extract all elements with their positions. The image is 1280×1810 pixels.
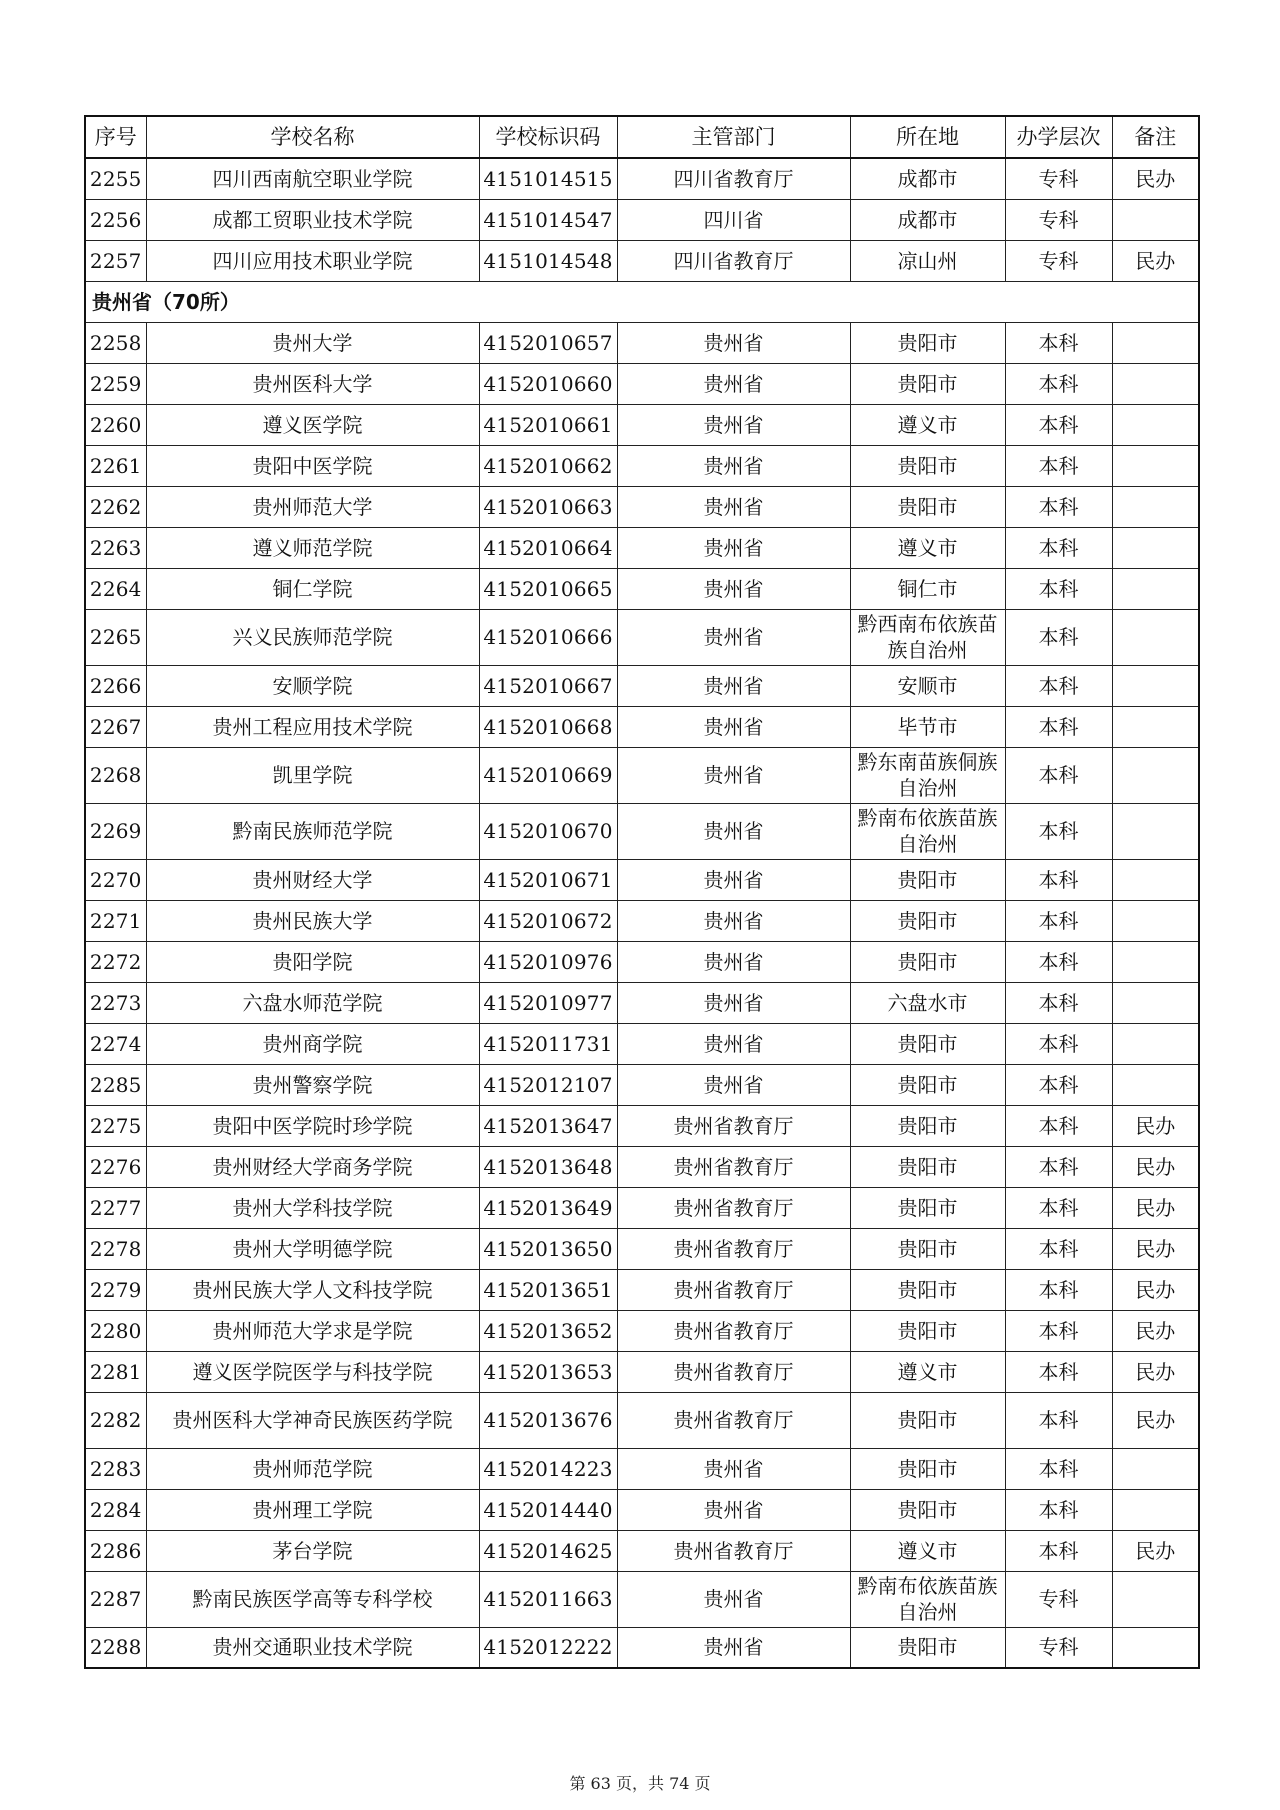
cell-serial: 2269 [85, 803, 146, 859]
cell-location: 毕节市 [850, 706, 1005, 747]
table-row [85, 1187, 1199, 1228]
cell-level: 本科 [1005, 803, 1112, 859]
table-body [85, 158, 1199, 1668]
cell-serial: 2273 [85, 982, 146, 1023]
cell-location: 成都市 [850, 158, 1005, 199]
cell-school-code: 4152010976 [479, 941, 617, 982]
cell-level: 本科 [1005, 445, 1112, 486]
cell-location: 贵阳市 [850, 1489, 1005, 1530]
cell-school-code: 4152010664 [479, 527, 617, 568]
cell-school-name: 贵州民族大学 [146, 900, 479, 941]
cell-note [1112, 445, 1199, 486]
cell-serial: 2280 [85, 1310, 146, 1351]
cell-level: 专科 [1005, 158, 1112, 199]
cell-department: 贵州省教育厅 [617, 1392, 850, 1448]
cell-note: 民办 [1112, 1187, 1199, 1228]
cell-school-code: 4152012222 [479, 1627, 617, 1668]
cell-school-code: 4152010671 [479, 859, 617, 900]
cell-serial: 2287 [85, 1571, 146, 1627]
cell-note [1112, 486, 1199, 527]
cell-school-code: 4151014515 [479, 158, 617, 199]
cell-serial: 2268 [85, 747, 146, 803]
cell-department: 贵州省 [617, 706, 850, 747]
cell-level: 专科 [1005, 199, 1112, 240]
cell-school-name: 贵州师范学院 [146, 1448, 479, 1489]
cell-level: 本科 [1005, 404, 1112, 445]
cell-serial: 2266 [85, 665, 146, 706]
table-row [85, 859, 1199, 900]
cell-location: 黔南布依族苗族自治州 [850, 1571, 1005, 1627]
school-list-table [84, 115, 1200, 1669]
cell-school-name: 贵州理工学院 [146, 1489, 479, 1530]
table-row [85, 404, 1199, 445]
cell-serial: 2275 [85, 1105, 146, 1146]
table-row [85, 900, 1199, 941]
cell-level: 本科 [1005, 1310, 1112, 1351]
cell-school-name: 安顺学院 [146, 665, 479, 706]
cell-note [1112, 1489, 1199, 1530]
cell-school-code: 4152010667 [479, 665, 617, 706]
cell-level: 专科 [1005, 1571, 1112, 1627]
cell-location: 贵阳市 [850, 1105, 1005, 1146]
cell-note [1112, 363, 1199, 404]
cell-department: 贵州省教育厅 [617, 1105, 850, 1146]
cell-note [1112, 1448, 1199, 1489]
cell-serial: 2265 [85, 609, 146, 665]
cell-level: 专科 [1005, 240, 1112, 281]
cell-location: 贵阳市 [850, 1187, 1005, 1228]
cell-level: 本科 [1005, 1228, 1112, 1269]
cell-level: 本科 [1005, 527, 1112, 568]
cell-note [1112, 747, 1199, 803]
cell-level: 本科 [1005, 900, 1112, 941]
cell-serial: 2277 [85, 1187, 146, 1228]
cell-serial: 2279 [85, 1269, 146, 1310]
cell-school-name: 遵义医学院 [146, 404, 479, 445]
table-row [85, 1228, 1199, 1269]
cell-level: 本科 [1005, 609, 1112, 665]
cell-location: 铜仁市 [850, 568, 1005, 609]
table-row [85, 158, 1199, 199]
cell-school-code: 4152010666 [479, 609, 617, 665]
cell-department: 贵州省教育厅 [617, 1269, 850, 1310]
cell-level: 本科 [1005, 859, 1112, 900]
cell-serial: 2255 [85, 158, 146, 199]
cell-location: 贵阳市 [850, 1310, 1005, 1351]
cell-department: 贵州省 [617, 527, 850, 568]
cell-school-code: 4152013648 [479, 1146, 617, 1187]
cell-location: 贵阳市 [850, 941, 1005, 982]
cell-level: 本科 [1005, 1023, 1112, 1064]
cell-school-code: 4152014625 [479, 1530, 617, 1571]
cell-department: 贵州省 [617, 803, 850, 859]
cell-school-code: 4152011663 [479, 1571, 617, 1627]
cell-note [1112, 527, 1199, 568]
cell-school-code: 4152010661 [479, 404, 617, 445]
table-row [85, 1023, 1199, 1064]
cell-school-code: 4152013651 [479, 1269, 617, 1310]
header-school-code: 学校标识码 [479, 116, 617, 158]
cell-school-code: 4152010665 [479, 568, 617, 609]
cell-department: 贵州省教育厅 [617, 1146, 850, 1187]
cell-department: 贵州省 [617, 747, 850, 803]
cell-school-name: 贵州医科大学 [146, 363, 479, 404]
cell-serial: 2264 [85, 568, 146, 609]
cell-serial: 2262 [85, 486, 146, 527]
cell-note [1112, 941, 1199, 982]
cell-level: 本科 [1005, 1064, 1112, 1105]
cell-note [1112, 199, 1199, 240]
cell-level: 专科 [1005, 1627, 1112, 1668]
cell-school-name: 贵州大学明德学院 [146, 1228, 479, 1269]
cell-note [1112, 609, 1199, 665]
cell-department: 贵州省 [617, 1571, 850, 1627]
cell-note [1112, 1064, 1199, 1105]
cell-school-name: 凯里学院 [146, 747, 479, 803]
table-row [85, 1146, 1199, 1187]
header-serial: 序号 [85, 116, 146, 158]
cell-school-code: 4152014440 [479, 1489, 617, 1530]
cell-school-code: 4152010663 [479, 486, 617, 527]
cell-note: 民办 [1112, 1269, 1199, 1310]
cell-school-name: 贵州财经大学 [146, 859, 479, 900]
cell-school-code: 4152010662 [479, 445, 617, 486]
cell-level: 本科 [1005, 568, 1112, 609]
cell-level: 本科 [1005, 1146, 1112, 1187]
cell-note: 民办 [1112, 1351, 1199, 1392]
cell-location: 凉山州 [850, 240, 1005, 281]
cell-department: 贵州省 [617, 900, 850, 941]
cell-school-name: 贵阳中医学院时珍学院 [146, 1105, 479, 1146]
cell-school-name: 兴义民族师范学院 [146, 609, 479, 665]
cell-department: 贵州省 [617, 1448, 850, 1489]
cell-serial: 2263 [85, 527, 146, 568]
cell-location: 黔东南苗族侗族自治州 [850, 747, 1005, 803]
cell-department: 贵州省 [617, 982, 850, 1023]
table-header [85, 116, 1199, 158]
header-location: 所在地 [850, 116, 1005, 158]
cell-level: 本科 [1005, 1392, 1112, 1448]
cell-school-name: 贵阳学院 [146, 941, 479, 982]
cell-school-name: 贵州警察学院 [146, 1064, 479, 1105]
cell-department: 贵州省 [617, 665, 850, 706]
cell-location: 安顺市 [850, 665, 1005, 706]
cell-school-name: 贵州大学科技学院 [146, 1187, 479, 1228]
cell-note [1112, 322, 1199, 363]
table-row [85, 445, 1199, 486]
cell-location: 贵阳市 [850, 363, 1005, 404]
cell-serial: 2271 [85, 900, 146, 941]
province-section-title: 贵州省（70所） [85, 281, 1199, 322]
cell-department: 贵州省 [617, 1489, 850, 1530]
cell-department: 贵州省教育厅 [617, 1228, 850, 1269]
cell-school-name: 贵州医科大学神奇民族医药学院 [146, 1392, 479, 1448]
table-row [85, 706, 1199, 747]
cell-school-name: 遵义医学院医学与科技学院 [146, 1351, 479, 1392]
cell-location: 贵阳市 [850, 486, 1005, 527]
cell-school-code: 4152010657 [479, 322, 617, 363]
cell-location: 贵阳市 [850, 859, 1005, 900]
cell-department: 贵州省 [617, 445, 850, 486]
table-row [85, 1310, 1199, 1351]
cell-school-code: 4152013650 [479, 1228, 617, 1269]
cell-school-name: 四川应用技术职业学院 [146, 240, 479, 281]
cell-serial: 2278 [85, 1228, 146, 1269]
page-footer: 第 63 页，共 74 页 [569, 1774, 711, 1793]
cell-serial: 2281 [85, 1351, 146, 1392]
header-department: 主管部门 [617, 116, 850, 158]
cell-note: 民办 [1112, 1530, 1199, 1571]
cell-location: 遵义市 [850, 527, 1005, 568]
table-row [85, 665, 1199, 706]
cell-school-code: 4152013653 [479, 1351, 617, 1392]
cell-department: 贵州省教育厅 [617, 1310, 850, 1351]
cell-note [1112, 665, 1199, 706]
cell-location: 六盘水市 [850, 982, 1005, 1023]
cell-school-code: 4152010977 [479, 982, 617, 1023]
cell-department: 四川省教育厅 [617, 240, 850, 281]
cell-note [1112, 1571, 1199, 1627]
table-row [85, 1571, 1199, 1627]
table-row [85, 1448, 1199, 1489]
cell-school-code: 4152010669 [479, 747, 617, 803]
cell-school-name: 贵州交通职业技术学院 [146, 1627, 479, 1668]
cell-level: 本科 [1005, 1187, 1112, 1228]
cell-location: 贵阳市 [850, 1023, 1005, 1064]
cell-level: 本科 [1005, 706, 1112, 747]
cell-location: 贵阳市 [850, 1627, 1005, 1668]
table-row [85, 486, 1199, 527]
cell-serial: 2283 [85, 1448, 146, 1489]
cell-serial: 2270 [85, 859, 146, 900]
table-row [85, 322, 1199, 363]
cell-note: 民办 [1112, 1392, 1199, 1448]
cell-location: 贵阳市 [850, 1064, 1005, 1105]
cell-school-name: 贵州师范大学求是学院 [146, 1310, 479, 1351]
cell-department: 贵州省 [617, 941, 850, 982]
cell-note [1112, 706, 1199, 747]
cell-school-code: 4152013647 [479, 1105, 617, 1146]
cell-note [1112, 859, 1199, 900]
table-row [85, 240, 1199, 281]
cell-school-code: 4152010668 [479, 706, 617, 747]
cell-school-name: 贵州师范大学 [146, 486, 479, 527]
cell-department: 贵州省教育厅 [617, 1187, 850, 1228]
cell-school-name: 贵阳中医学院 [146, 445, 479, 486]
cell-school-code: 4152010660 [479, 363, 617, 404]
table-row [85, 1269, 1199, 1310]
cell-note: 民办 [1112, 1310, 1199, 1351]
cell-school-code: 4151014548 [479, 240, 617, 281]
cell-department: 贵州省 [617, 486, 850, 527]
table-row [85, 982, 1199, 1023]
cell-department: 四川省教育厅 [617, 158, 850, 199]
cell-department: 贵州省 [617, 609, 850, 665]
cell-school-name: 贵州工程应用技术学院 [146, 706, 479, 747]
table-row [85, 1489, 1199, 1530]
cell-level: 本科 [1005, 941, 1112, 982]
cell-location: 贵阳市 [850, 1146, 1005, 1187]
cell-serial: 2284 [85, 1489, 146, 1530]
cell-level: 本科 [1005, 486, 1112, 527]
cell-serial: 2286 [85, 1530, 146, 1571]
table-row [85, 568, 1199, 609]
cell-level: 本科 [1005, 982, 1112, 1023]
cell-school-name: 茅台学院 [146, 1530, 479, 1571]
header-school-name: 学校名称 [146, 116, 479, 158]
cell-school-name: 贵州民族大学人文科技学院 [146, 1269, 479, 1310]
table-row [85, 1351, 1199, 1392]
cell-department: 四川省 [617, 199, 850, 240]
cell-serial: 2259 [85, 363, 146, 404]
cell-level: 本科 [1005, 1269, 1112, 1310]
table-row [85, 941, 1199, 982]
cell-school-name: 六盘水师范学院 [146, 982, 479, 1023]
cell-note [1112, 900, 1199, 941]
cell-serial: 2267 [85, 706, 146, 747]
table-row [85, 1064, 1199, 1105]
cell-level: 本科 [1005, 1448, 1112, 1489]
cell-school-name: 贵州大学 [146, 322, 479, 363]
cell-note: 民办 [1112, 1105, 1199, 1146]
cell-school-name: 黔南民族师范学院 [146, 803, 479, 859]
cell-location: 黔西南布依族苗族自治州 [850, 609, 1005, 665]
table-row [85, 747, 1199, 803]
cell-school-name: 成都工贸职业技术学院 [146, 199, 479, 240]
table-row [85, 803, 1199, 859]
cell-level: 本科 [1005, 1351, 1112, 1392]
cell-note [1112, 404, 1199, 445]
cell-location: 贵阳市 [850, 1448, 1005, 1489]
cell-level: 本科 [1005, 747, 1112, 803]
cell-note: 民办 [1112, 158, 1199, 199]
cell-note [1112, 1023, 1199, 1064]
cell-location: 遵义市 [850, 1530, 1005, 1571]
cell-department: 贵州省 [617, 404, 850, 445]
cell-school-name: 黔南民族医学高等专科学校 [146, 1571, 479, 1627]
cell-serial: 2276 [85, 1146, 146, 1187]
cell-location: 遵义市 [850, 1351, 1005, 1392]
cell-location: 遵义市 [850, 404, 1005, 445]
cell-serial: 2261 [85, 445, 146, 486]
header-note: 备注 [1112, 116, 1199, 158]
cell-serial: 2285 [85, 1064, 146, 1105]
cell-location: 贵阳市 [850, 1392, 1005, 1448]
cell-school-name: 铜仁学院 [146, 568, 479, 609]
cell-level: 本科 [1005, 322, 1112, 363]
cell-note [1112, 982, 1199, 1023]
cell-note [1112, 803, 1199, 859]
table-row [85, 1105, 1199, 1146]
table-row [85, 1392, 1199, 1448]
header-level: 办学层次 [1005, 116, 1112, 158]
cell-serial: 2257 [85, 240, 146, 281]
cell-location: 贵阳市 [850, 445, 1005, 486]
cell-location: 贵阳市 [850, 900, 1005, 941]
cell-department: 贵州省 [617, 363, 850, 404]
cell-serial: 2282 [85, 1392, 146, 1448]
cell-location: 成都市 [850, 199, 1005, 240]
cell-serial: 2256 [85, 199, 146, 240]
cell-school-code: 4152013676 [479, 1392, 617, 1448]
cell-school-name: 贵州财经大学商务学院 [146, 1146, 479, 1187]
cell-note: 民办 [1112, 240, 1199, 281]
cell-school-code: 4152013649 [479, 1187, 617, 1228]
table-row [85, 1530, 1199, 1571]
cell-serial: 2274 [85, 1023, 146, 1064]
table-row [85, 527, 1199, 568]
cell-level: 本科 [1005, 363, 1112, 404]
cell-school-code: 4152014223 [479, 1448, 617, 1489]
cell-location: 贵阳市 [850, 1269, 1005, 1310]
cell-school-code: 4152013652 [479, 1310, 617, 1351]
cell-school-code: 4152011731 [479, 1023, 617, 1064]
cell-department: 贵州省教育厅 [617, 1530, 850, 1571]
cell-school-name: 贵州商学院 [146, 1023, 479, 1064]
table-row [85, 1627, 1199, 1668]
cell-school-code: 4152012107 [479, 1064, 617, 1105]
table-row [85, 363, 1199, 404]
cell-department: 贵州省 [617, 322, 850, 363]
cell-location: 贵阳市 [850, 322, 1005, 363]
cell-school-code: 4152010672 [479, 900, 617, 941]
cell-department: 贵州省 [617, 568, 850, 609]
table-row [85, 609, 1199, 665]
cell-location: 黔南布依族苗族自治州 [850, 803, 1005, 859]
cell-serial: 2272 [85, 941, 146, 982]
cell-serial: 2258 [85, 322, 146, 363]
cell-level: 本科 [1005, 1530, 1112, 1571]
cell-department: 贵州省教育厅 [617, 1351, 850, 1392]
cell-note: 民办 [1112, 1228, 1199, 1269]
cell-school-name: 四川西南航空职业学院 [146, 158, 479, 199]
cell-serial: 2288 [85, 1627, 146, 1668]
cell-department: 贵州省 [617, 859, 850, 900]
cell-serial: 2260 [85, 404, 146, 445]
cell-department: 贵州省 [617, 1064, 850, 1105]
cell-note [1112, 1627, 1199, 1668]
cell-level: 本科 [1005, 665, 1112, 706]
province-section-row [85, 281, 1199, 322]
cell-department: 贵州省 [617, 1023, 850, 1064]
table-row [85, 199, 1199, 240]
cell-note: 民办 [1112, 1146, 1199, 1187]
cell-note [1112, 568, 1199, 609]
cell-school-code: 4151014547 [479, 199, 617, 240]
cell-level: 本科 [1005, 1489, 1112, 1530]
cell-level: 本科 [1005, 1105, 1112, 1146]
cell-department: 贵州省 [617, 1627, 850, 1668]
cell-school-name: 遵义师范学院 [146, 527, 479, 568]
cell-school-code: 4152010670 [479, 803, 617, 859]
cell-location: 贵阳市 [850, 1228, 1005, 1269]
